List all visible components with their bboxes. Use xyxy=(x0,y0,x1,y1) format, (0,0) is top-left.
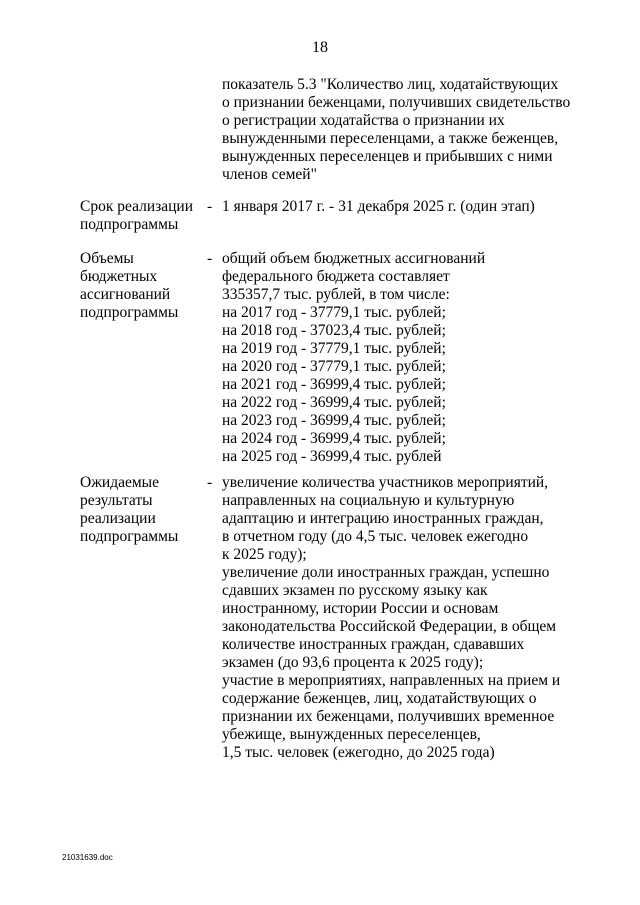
label-line: Срок реализации xyxy=(80,198,193,215)
content-line: адаптацию и интеграцию иностранных граждан, xyxy=(222,510,544,527)
intro-line: о признании беженцами, получивших свидетельство xyxy=(222,94,571,111)
content-line: иностранному, истории России и основам xyxy=(222,600,499,617)
content-line: содержание беженцев, лиц, ходатайствующих о xyxy=(222,690,537,707)
content-line: экзамен (до 93,6 процента к 2025 году); xyxy=(222,654,484,671)
content-line: к 2025 году); xyxy=(222,546,307,563)
content-line: на 2024 год - 36999,4 тыс. рублей; xyxy=(222,430,446,447)
label-line: Объемы xyxy=(80,250,134,267)
section-label xyxy=(80,474,200,546)
intro-line: вынужденными переселенцами, а также беженцев, xyxy=(222,130,559,147)
section-label xyxy=(80,250,200,322)
content-line: 335357,7 тыс. рублей, в том числе: xyxy=(222,286,450,303)
content-line: направленных на социальную и культурную xyxy=(222,492,515,509)
intro-line: о регистрации ходатайства о признании их xyxy=(222,112,505,129)
label-line: Ожидаемые xyxy=(80,474,159,491)
label-line: ассигнований xyxy=(80,286,171,303)
document-filename: 21031639.doc xyxy=(62,853,113,862)
content-line: увеличение количества участников мероприятий, xyxy=(222,474,549,491)
content-line: 1,5 тыс. человек (ежегодно, до 2025 года) xyxy=(222,744,495,761)
intro-line: показатель 5.3 "Количество лиц, ходатайствующих xyxy=(222,76,559,93)
content-line: законодательства Российской Федерации, в общем xyxy=(222,618,557,635)
page-number: 18 xyxy=(312,39,328,56)
content-line: на 2017 год - 37779,1 тыс. рублей; xyxy=(222,304,446,321)
intro-paragraph xyxy=(222,76,582,184)
content-line: на 2019 год - 37779,1 тыс. рублей; xyxy=(222,340,446,357)
label-line: результаты xyxy=(80,492,153,509)
label-line: подпрограммы xyxy=(80,304,179,321)
label-line: подпрограммы xyxy=(80,528,179,545)
section-dash: - xyxy=(207,198,213,215)
content-line: убежище, вынужденных переселенцев, xyxy=(222,726,481,743)
content-line: федерального бюджета составляет xyxy=(222,268,450,285)
section-content xyxy=(222,198,592,216)
content-line: на 2023 год - 36999,4 тыс. рублей; xyxy=(222,412,446,429)
section-content xyxy=(222,474,592,762)
content-line: общий объем бюджетных ассигнований xyxy=(222,250,486,267)
section-dash: - xyxy=(207,474,213,491)
section-label xyxy=(80,198,200,234)
label-line: реализации xyxy=(80,510,156,527)
intro-line: членов семей" xyxy=(222,166,317,183)
content-line: 1 января 2017 г. - 31 декабря 2025 г. (один этап) xyxy=(222,198,535,215)
content-line: на 2018 год - 37023,4 тыс. рублей; xyxy=(222,322,446,339)
label-line: бюджетных xyxy=(80,268,158,285)
content-line: признании их беженцами, получивших временное xyxy=(222,708,555,725)
content-line: сдавших экзамен по русскому языку как xyxy=(222,582,488,599)
content-line: на 2020 год - 37779,1 тыс. рублей; xyxy=(222,358,446,375)
section-dash: - xyxy=(207,250,213,267)
section-content xyxy=(222,250,592,466)
content-line: количестве иностранных граждан, сдававших xyxy=(222,636,525,653)
content-line: в отчетном году (до 4,5 тыс. человек ежегодно xyxy=(222,528,529,545)
content-line: участие в мероприятиях, направленных на прием и xyxy=(222,672,561,689)
content-line: на 2021 год - 36999,4 тыс. рублей; xyxy=(222,376,446,393)
intro-line: вынужденных переселенцев и прибывших с ними xyxy=(222,148,553,165)
content-line: на 2022 год - 36999,4 тыс. рублей; xyxy=(222,394,446,411)
content-line: на 2025 год - 36999,4 тыс. рублей xyxy=(222,448,442,465)
label-line: подпрограммы xyxy=(80,216,179,233)
content-line: увеличение доли иностранных граждан, успешно xyxy=(222,564,550,581)
